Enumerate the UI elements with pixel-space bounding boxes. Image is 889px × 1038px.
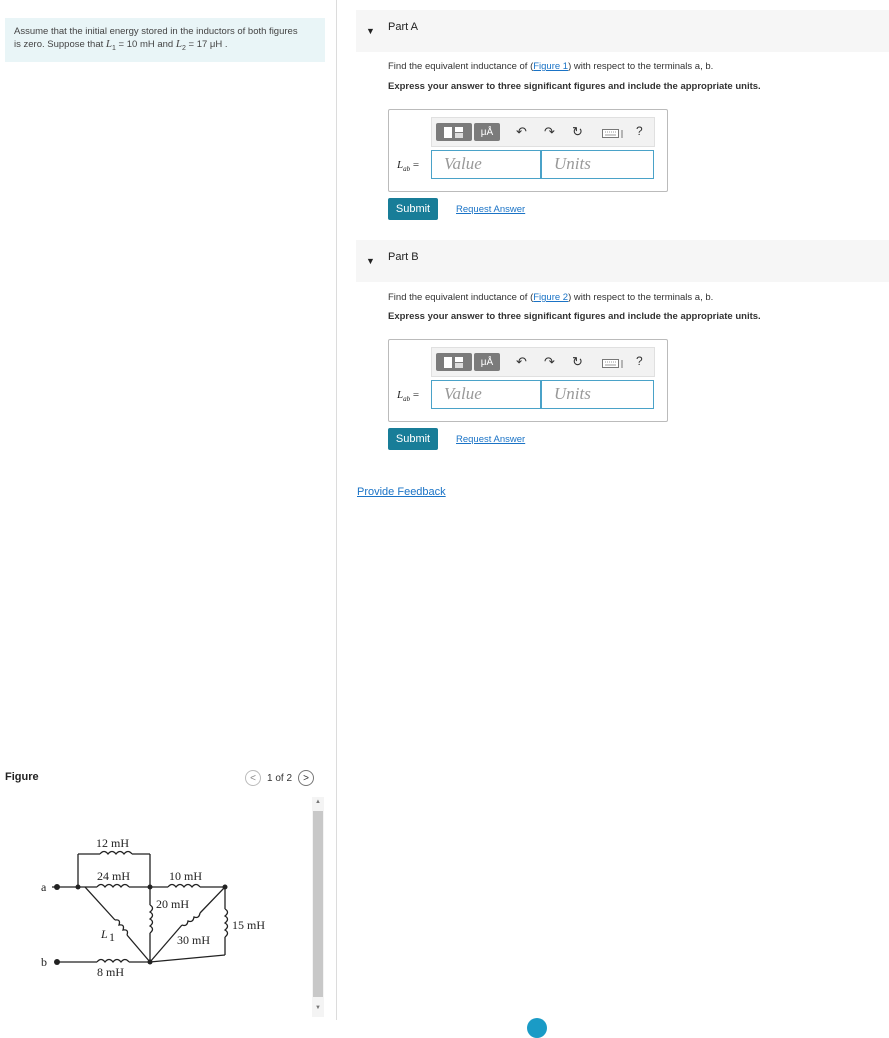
keyboard-icon[interactable] <box>602 127 624 142</box>
part-a-question: Find the equivalent inductance of (Figure 1) with respect to the terminals a, b. <box>388 61 714 72</box>
part-b-instruction: Express your answer to three significant figures and include the appropriate units. <box>388 311 761 322</box>
intro-line-2: is zero. Suppose that $L_1 = 10$ mH and $L_2 = 17$ μH . <box>14 38 228 52</box>
value-input[interactable]: Value <box>431 150 541 179</box>
next-figure-button[interactable]: > <box>298 770 314 786</box>
label-L1: L <box>101 927 108 941</box>
intro-line-1: Assume that the initial energy stored in the inductors of both figures <box>14 26 298 37</box>
units-input[interactable]: Units <box>541 150 654 179</box>
collapse-triangle-icon[interactable]: ▼ <box>366 26 375 36</box>
reset-icon[interactable]: ↻ <box>572 354 583 369</box>
part-b-request-answer-link[interactable]: Request Answer <box>456 434 526 445</box>
reset-icon[interactable]: ↻ <box>572 124 583 139</box>
redo-icon[interactable]: ↷ <box>544 354 555 369</box>
figure-2-link[interactable]: Figure 2 <box>533 292 569 303</box>
prev-figure-button[interactable]: < <box>245 770 261 786</box>
part-b-submit-button[interactable]: Submit <box>388 428 438 450</box>
value-input[interactable]: Value <box>431 380 541 409</box>
part-a-title: Part A <box>388 21 418 33</box>
part-b-header[interactable] <box>356 240 889 282</box>
math-toolbar <box>431 347 655 377</box>
units-symbol-button[interactable]: μÅ <box>474 123 500 141</box>
undo-icon[interactable]: ↶ <box>516 124 527 139</box>
figure-scrollbar[interactable] <box>312 797 324 1017</box>
part-a-header[interactable] <box>356 10 889 52</box>
math-toolbar <box>431 117 655 147</box>
help-icon[interactable]: ? <box>636 124 643 138</box>
units-symbol-button[interactable]: μÅ <box>474 353 500 371</box>
templates-button[interactable] <box>436 353 472 371</box>
panel-divider <box>336 0 337 1020</box>
part-a-answer-box <box>388 109 668 192</box>
label-15mh: 15 mH <box>232 918 265 932</box>
keyboard-icon[interactable] <box>602 357 624 372</box>
template-icon <box>443 126 465 139</box>
units-input[interactable]: Units <box>541 380 654 409</box>
left-panel <box>0 0 336 1024</box>
label-20mh: 20 mH <box>156 897 189 911</box>
scroll-up-arrow[interactable]: ▲ <box>315 799 321 805</box>
scroll-thumb[interactable] <box>313 811 323 997</box>
redo-icon[interactable]: ↷ <box>544 124 555 139</box>
scroll-down-arrow[interactable]: ▼ <box>315 1005 321 1011</box>
figure-page-count: 1 of 2 <box>267 772 293 784</box>
undo-icon[interactable]: ↶ <box>516 354 527 369</box>
part-b-title: Part B <box>388 251 419 263</box>
answer-variable-label: $L_{ab}$ = <box>397 159 420 174</box>
figure-1-link[interactable]: Figure 1 <box>533 61 569 72</box>
label-8mh: 8 mH <box>97 965 124 979</box>
floating-action-button[interactable] <box>527 1018 547 1038</box>
circuit-diagram <box>25 825 275 985</box>
terminal-a-label: a <box>41 880 47 894</box>
figure-heading: Figure <box>5 771 39 783</box>
collapse-triangle-icon[interactable]: ▼ <box>366 256 375 266</box>
label-L1-sub: 1 <box>109 930 115 944</box>
part-b-answer-box <box>388 339 668 422</box>
help-icon[interactable]: ? <box>636 354 643 368</box>
part-b-question: Find the equivalent inductance of (Figure 2) with respect to the terminals a, b. <box>388 292 714 303</box>
problem-statement <box>5 18 325 62</box>
label-30mh: 30 mH <box>177 933 210 947</box>
template-icon <box>443 356 465 369</box>
part-a-submit-button[interactable]: Submit <box>388 198 438 220</box>
terminal-b-label: b <box>41 955 47 969</box>
label-10mh: 10 mH <box>169 869 202 883</box>
provide-feedback-link[interactable]: Provide Feedback <box>357 486 446 498</box>
figure-pager <box>245 770 314 786</box>
label-24mh: 24 mH <box>97 869 130 883</box>
templates-button[interactable] <box>436 123 472 141</box>
answer-variable-label: $L_{ab}$ = <box>397 389 420 404</box>
part-a-instruction: Express your answer to three significant figures and include the appropriate units. <box>388 81 761 92</box>
label-12mh: 12 mH <box>96 836 129 850</box>
part-a-request-answer-link[interactable]: Request Answer <box>456 204 526 215</box>
